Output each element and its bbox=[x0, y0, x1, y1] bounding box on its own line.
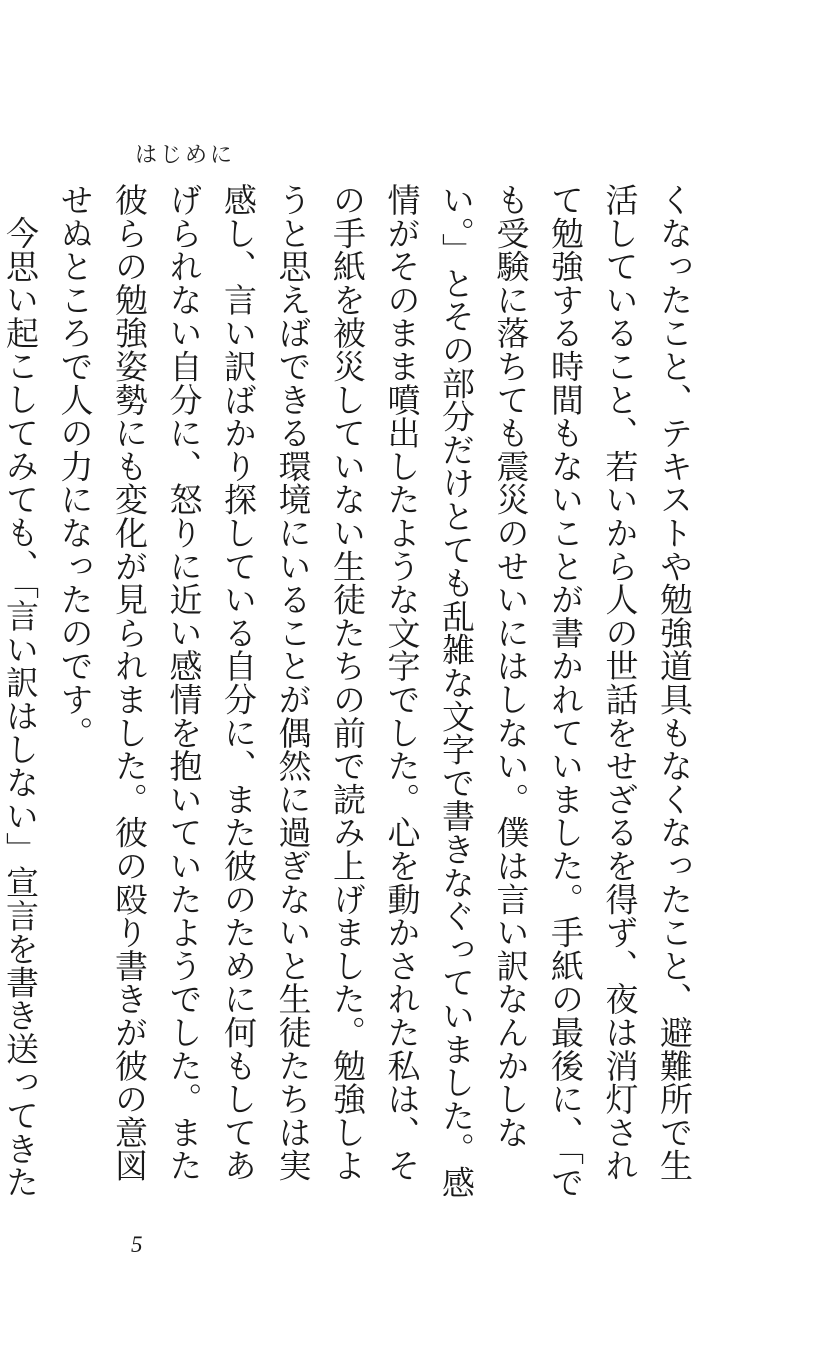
paragraph: 今思い起こしてみても、「言い訳はしない」宣言を書き送ってきた bbox=[1, 216, 40, 1199]
page-number: 5 bbox=[131, 1232, 143, 1257]
running-head: はじめに bbox=[135, 143, 236, 168]
vertical-body-text bbox=[1, 183, 701, 1213]
paragraph-continued: くなったこと、テキストや勉強道具もなくなったこと、避難所で生活していること、若いから人の世話をせざるを得ず、夜は消灯されて勉強する時間もないことが書かれていました。手紙の最後に、「でも受験に落ちても震災のせいにはしない。僕は言い訳なんかしない。」とその部分だけとても乱雑な文字で書きなぐっていました。感情がそのまま噴出したような文字でした。心を動かされた私は、その手紙を被災していない生徒たちの前で読み上げました。勉強しようと思えばできる環境にいることが偶然に過ぎないと生徒たちは実感し、言い訳ばかり探している自分に、また彼のために何もしてあげられない自分に、怒りに近い感情を抱いていたようでした。また彼らの勉強姿勢にも変化が見られました。彼の殴り書きが彼の意図せぬところで人の力になったのです。 bbox=[55, 183, 694, 1199]
